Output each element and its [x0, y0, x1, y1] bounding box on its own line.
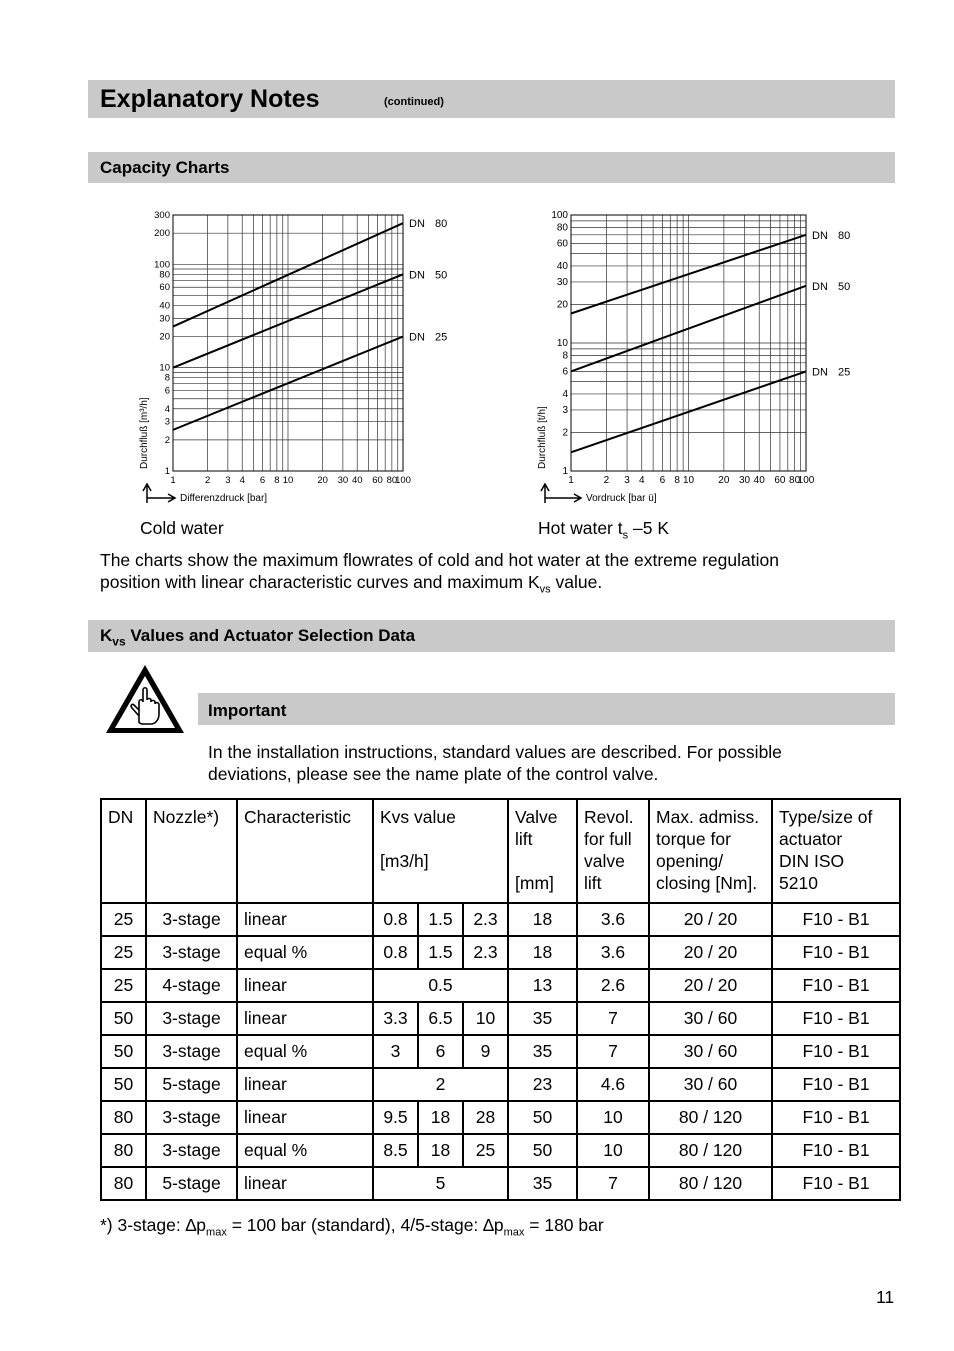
table-cell: 0.8	[373, 903, 418, 936]
table-cell: 25	[101, 969, 146, 1002]
table-cell: 9	[463, 1035, 508, 1068]
y-tick-label: 40	[159, 300, 170, 312]
table-cell: 10	[577, 1101, 649, 1134]
x-axis-label: Differenzdruck [bar]	[180, 493, 268, 504]
x-tick-label: 10	[282, 475, 294, 486]
table-cell: 35	[508, 1035, 577, 1068]
y-axis-arrow	[541, 484, 549, 503]
col-torque: Max. admiss. torque for opening/ closing [Nm].	[649, 799, 772, 903]
series-label: DN	[812, 366, 828, 379]
x-tick-label: 100	[395, 475, 411, 486]
table-header-row	[101, 799, 900, 903]
chart-description: The charts show the maximum flowrates of cold and hot water at the extreme regulation position with linear characteristic curves and maximum $K_{vs}$ value.	[100, 550, 779, 596]
table-cell: 80	[101, 1101, 146, 1134]
table-cell: 7	[577, 1035, 649, 1068]
table-cell: 5-stage	[146, 1167, 237, 1200]
y-tick-label: 60	[556, 238, 568, 250]
y-tick-label: 20	[556, 299, 568, 311]
series-label-number: 80	[838, 229, 851, 242]
capacity-header	[88, 152, 895, 183]
table-cell: 25	[463, 1134, 508, 1167]
table-cell: 3-stage	[146, 1101, 237, 1134]
series-label: DN	[409, 269, 425, 282]
series-label-number: 50	[838, 280, 851, 293]
y-tick-label: 10	[556, 338, 568, 349]
table-cell: 35	[508, 1167, 577, 1200]
capacity-heading: Capacity Charts	[100, 158, 230, 177]
table-cell: linear	[237, 1068, 373, 1101]
x-tick-label: 10	[682, 475, 695, 486]
y-tick-label: 80	[556, 222, 568, 234]
table-cell: 30 / 60	[649, 1035, 772, 1068]
x-tick-label: 30	[337, 475, 349, 486]
table-cell: 0.8	[373, 936, 418, 969]
x-tick-label: 40	[753, 475, 765, 486]
important-header	[198, 693, 895, 725]
series-label: DN	[409, 331, 425, 344]
col-lift: Valve lift [mm]	[508, 799, 577, 903]
x-tick-label: 40	[351, 475, 363, 486]
y-tick-label: 6	[562, 366, 568, 378]
y-tick-label: 1	[164, 466, 170, 477]
y-tick-label: 30	[556, 276, 568, 288]
table-cell: F10 - B1	[772, 969, 900, 1002]
col-nozzle: Nozzle*)	[146, 799, 237, 903]
table-row	[101, 903, 900, 936]
table-cell: 80 / 120	[649, 1167, 772, 1200]
table-cell: F10 - B1	[772, 1002, 900, 1035]
table-cell: 35	[508, 1002, 577, 1035]
table-cell: 2.3	[463, 936, 508, 969]
x-tick-label: 80	[789, 475, 801, 486]
table-cell: 1.5	[418, 903, 463, 936]
y-tick-label: 3	[164, 416, 170, 428]
table-cell: 3-stage	[146, 936, 237, 969]
y-tick-label: 6	[164, 385, 170, 397]
table-cell: 50	[101, 1035, 146, 1068]
table-cell: 18	[508, 903, 577, 936]
col-dn: DN	[101, 799, 146, 903]
table-cell: linear	[237, 903, 373, 936]
table-row	[101, 969, 900, 1002]
table-cell: 7	[577, 1167, 649, 1200]
x-tick-label: 20	[718, 475, 730, 486]
table-cell: 28	[463, 1101, 508, 1134]
table-cell: 3.6	[577, 903, 649, 936]
table-cell: 80	[101, 1134, 146, 1167]
table-cell: 50	[508, 1134, 577, 1167]
table-cell: 2.6	[577, 969, 649, 1002]
table-cell: 18	[418, 1101, 463, 1134]
x-axis-label: Vordruck [bar ü]	[586, 493, 657, 504]
table-cell: F10 - B1	[772, 1167, 900, 1200]
caption-cold: Cold water	[140, 518, 224, 538]
y-tick-label: 2	[562, 427, 568, 439]
table-cell: 3-stage	[146, 903, 237, 936]
x-tick-label: 6	[659, 475, 666, 486]
table-cell: equal %	[237, 1134, 373, 1167]
footnote: *) 3-stage: $\Delta p_{max} = 100$ bar (standard), 4/5-stage: $\Delta p_{max} = 180$ bar	[100, 1215, 604, 1239]
table-cell: 23	[508, 1068, 577, 1101]
series-label: DN	[812, 229, 828, 242]
table-cell: 30 / 60	[649, 1068, 772, 1101]
table-row	[101, 1134, 900, 1167]
col-actuator: Type/size of actuator DIN ISO 5210	[772, 799, 900, 903]
table-cell: 5	[373, 1167, 508, 1200]
table-cell: 2	[373, 1068, 508, 1101]
y-tick-label: 100	[551, 210, 568, 221]
continued-label: (continued)	[384, 96, 444, 108]
table-cell: 4.6	[577, 1068, 649, 1101]
y-tick-label: 300	[154, 210, 170, 221]
table-cell: linear	[237, 969, 373, 1002]
table-cell: 3	[373, 1035, 418, 1068]
table-cell: 3-stage	[146, 1002, 237, 1035]
y-tick-label: 1	[562, 466, 568, 477]
y-tick-label: 80	[159, 269, 170, 281]
table-cell: F10 - B1	[772, 1101, 900, 1134]
y-tick-label: 4	[562, 388, 568, 400]
cold-water-chart	[130, 205, 450, 515]
table-cell: 6	[418, 1035, 463, 1068]
table-cell: F10 - B1	[772, 1035, 900, 1068]
table-cell: 4-stage	[146, 969, 237, 1002]
table-cell: F10 - B1	[772, 903, 900, 936]
table-cell: 3-stage	[146, 1035, 237, 1068]
table-row	[101, 936, 900, 969]
x-tick-label: 20	[317, 475, 328, 486]
x-tick-label: 4	[239, 475, 245, 486]
table-cell: 0.5	[373, 969, 508, 1002]
table-cell: 50	[101, 1068, 146, 1101]
hot-water-chart	[528, 205, 868, 515]
page-number: 11	[876, 1287, 895, 1307]
important-text: In the installation instructions, standard values are described. For possible deviations, please see the name plate of the control valve.	[208, 742, 782, 784]
table-cell: linear	[237, 1002, 373, 1035]
series-label-number: 25	[435, 331, 448, 344]
x-tick-label: 2	[603, 475, 610, 486]
x-tick-label: 60	[774, 475, 786, 486]
y-axis-arrow	[143, 484, 151, 503]
table-cell: 9.5	[373, 1101, 418, 1134]
table-cell: 7	[577, 1002, 649, 1035]
table-cell: 3.6	[577, 936, 649, 969]
y-tick-label: 30	[159, 313, 170, 325]
table-cell: 6.5	[418, 1002, 463, 1035]
table-row	[101, 1068, 900, 1101]
x-tick-label: 30	[738, 475, 751, 486]
table-cell: 20 / 20	[649, 903, 772, 936]
kvs-header	[88, 620, 895, 652]
y-tick-label: 20	[159, 331, 170, 343]
table-cell: 1.5	[418, 936, 463, 969]
section-header	[88, 80, 895, 118]
table-cell: 80	[101, 1167, 146, 1200]
table-cell: 20 / 20	[649, 936, 772, 969]
x-tick-label: 60	[372, 475, 383, 486]
table-cell: 50	[101, 1002, 146, 1035]
table-cell: linear	[237, 1167, 373, 1200]
series-label: DN	[409, 218, 425, 231]
table-cell: F10 - B1	[772, 936, 900, 969]
table-cell: 18	[508, 936, 577, 969]
table-cell: 10	[577, 1134, 649, 1167]
x-tick-label: 2	[204, 475, 211, 486]
y-axis-label: Durchfluß [m³/h]	[139, 397, 150, 469]
y-tick-label: 8	[164, 372, 170, 384]
table-cell: 2.3	[463, 903, 508, 936]
table-cell: 20 / 20	[649, 969, 772, 1002]
y-tick-label: 4	[164, 403, 170, 415]
warning-hand-icon	[103, 662, 187, 736]
table-cell: 10	[463, 1002, 508, 1035]
y-tick-label: 100	[154, 259, 170, 271]
x-tick-label: 1	[568, 475, 574, 486]
table-cell: 13	[508, 969, 577, 1002]
table-cell: F10 - B1	[772, 1068, 900, 1101]
series-label-number: 50	[435, 269, 448, 282]
x-tick-label: 6	[259, 475, 266, 486]
y-tick-label: 60	[159, 282, 170, 294]
table-row	[101, 1035, 900, 1068]
x-tick-label: 80	[386, 475, 398, 486]
table-cell: 18	[418, 1134, 463, 1167]
x-tick-label: 100	[797, 475, 815, 486]
y-tick-label: 40	[556, 260, 568, 272]
table-cell: 8.5	[373, 1134, 418, 1167]
y-tick-label: 2	[164, 434, 170, 446]
x-axis-arrow	[147, 494, 175, 502]
table-cell: equal %	[237, 936, 373, 969]
col-revolutions: Revol. for full valve lift	[577, 799, 649, 903]
table-cell: 50	[508, 1101, 577, 1134]
x-tick-label: 3	[624, 475, 630, 486]
col-kvs: Kvs value [m3/h]	[373, 799, 508, 903]
col-characteristic: Characteristic	[237, 799, 373, 903]
table-row	[101, 1002, 900, 1035]
kvs-table	[100, 798, 901, 1201]
y-tick-label: 3	[562, 404, 568, 416]
x-tick-label: 8	[274, 475, 280, 486]
table-cell: linear	[237, 1101, 373, 1134]
series-label: DN	[812, 280, 828, 293]
x-tick-label: 3	[225, 475, 231, 486]
caption-hot: Hot water $t_s$ –5 K	[538, 518, 669, 542]
table-cell: 30 / 60	[649, 1002, 772, 1035]
table-cell: 80 / 120	[649, 1101, 772, 1134]
table-cell: 25	[101, 936, 146, 969]
y-tick-label: 10	[159, 362, 170, 374]
x-tick-label: 1	[170, 475, 176, 486]
table-cell: 25	[101, 903, 146, 936]
series-label-number: 25	[838, 366, 851, 379]
x-tick-label: 8	[674, 475, 680, 486]
table-cell: equal %	[237, 1035, 373, 1068]
x-tick-label: 4	[638, 475, 645, 486]
table-cell: 3.3	[373, 1002, 418, 1035]
table-row	[101, 1101, 900, 1134]
y-tick-label: 200	[154, 228, 170, 240]
y-axis-label: Durchfluß [t/h]	[537, 406, 548, 469]
page-title: Explanatory Notes	[100, 85, 320, 113]
y-tick-label: 8	[562, 350, 568, 362]
important-title: Important	[208, 701, 287, 720]
table-cell: 3-stage	[146, 1134, 237, 1167]
series-label-number: 80	[435, 218, 448, 231]
table-cell: F10 - B1	[772, 1134, 900, 1167]
table-cell: 80 / 120	[649, 1134, 772, 1167]
table-row	[101, 1167, 900, 1200]
kvs-heading: $K_{vs}$ Values and Actuator Selection Data	[100, 626, 416, 649]
table-cell: 5-stage	[146, 1068, 237, 1101]
x-axis-arrow	[545, 494, 581, 502]
